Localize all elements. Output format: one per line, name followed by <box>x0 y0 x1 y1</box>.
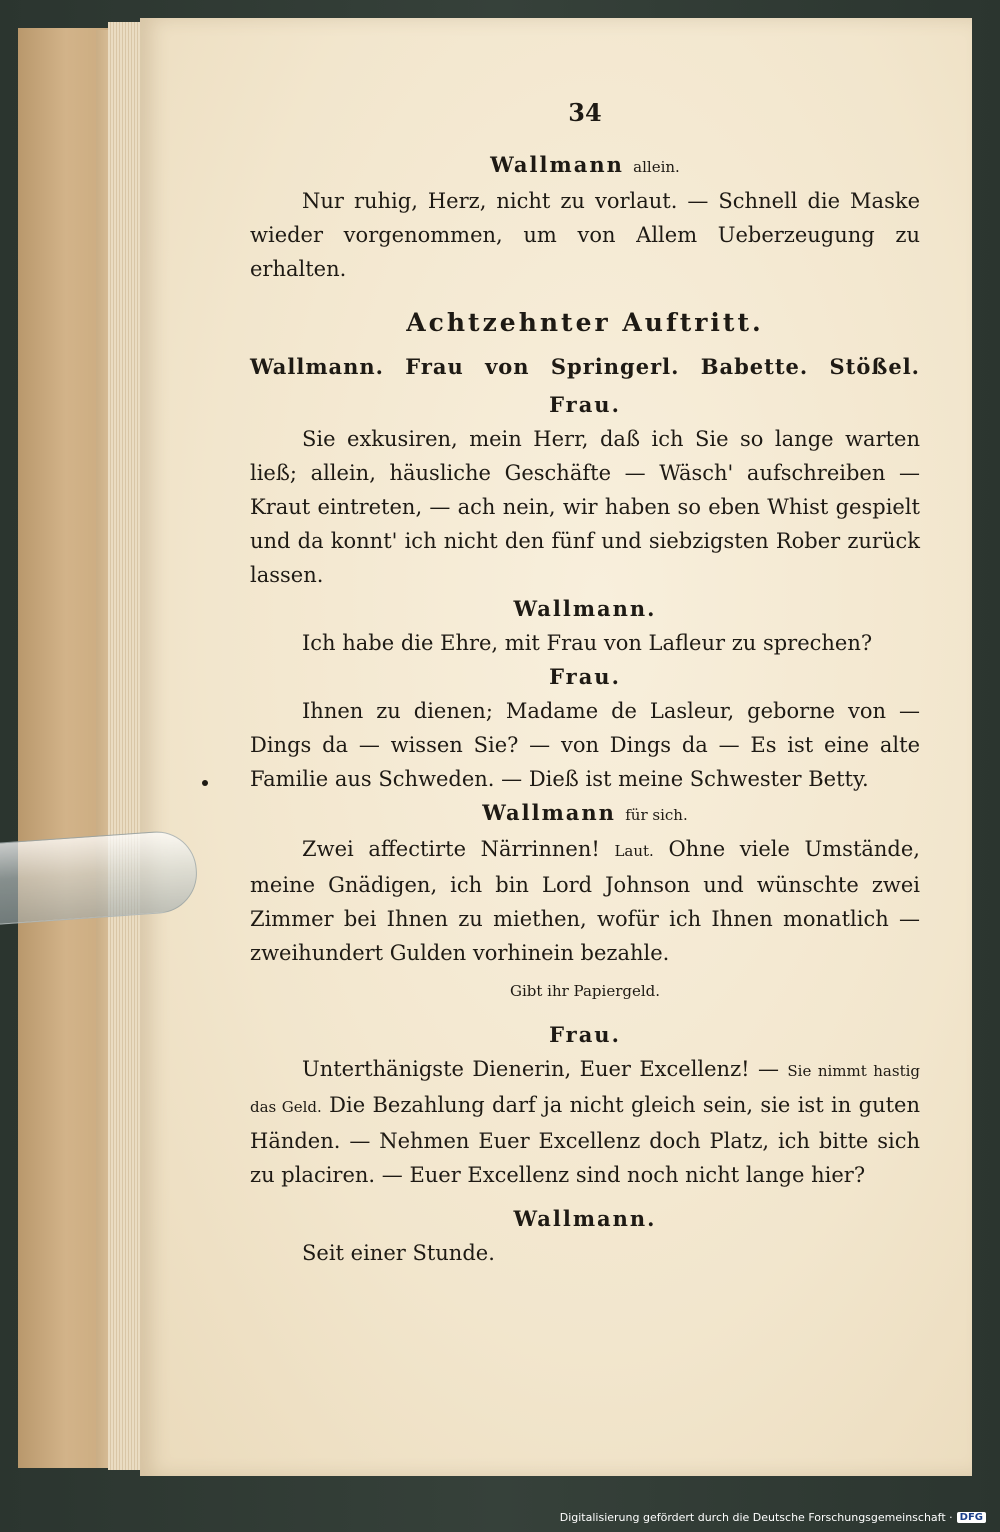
speaker-name: Wallmann. <box>513 596 657 621</box>
dialogue-paragraph: Nur ruhig, Herz, nicht zu vorlaut. — Schnell die Maske wieder vorgenommen, um von Allem Ueberzeugung zu erhalten. <box>250 189 920 281</box>
dfg-logo-icon: DFG <box>957 1512 986 1523</box>
speaker-name <box>250 148 920 184</box>
speaker-name: Frau. <box>549 1022 621 1047</box>
credit-text: Digitalisierung gefördert durch die Deutsche Forschungsgemeinschaft · <box>559 1510 953 1524</box>
digitization-credit <box>560 1508 986 1526</box>
stage-note: Laut. <box>614 842 654 860</box>
stage-direction: Gibt ihr Papiergeld. <box>509 982 661 1000</box>
dialogue-text: Ohne viele Umstände, meine Gnädigen, ich bin Lord Johnson und wünschte zwei Zimmer bei Ihnen zu miethen, wofür ich Ihnen monatlich — zweihundert Gulden vorhinein bezahle. <box>250 837 920 965</box>
cast-list: Wallmann. Frau von Springerl. Babette. Stößel. <box>250 354 920 379</box>
page-text <box>250 96 920 1270</box>
dialogue-paragraph: Seit einer Stunde. <box>302 1241 495 1265</box>
dialogue-paragraph: Ihnen zu dienen; Madame de Lasleur, geborne von — Dings da — wissen Sie? — von Dings da — Es ist eine alte Familie aus Schweden. — Dieß ist meine Schwester Betty. <box>250 699 920 791</box>
speaker-name: Frau. <box>549 664 621 689</box>
dialogue-paragraph: Sie exkusiren, mein Herr, daß ich Sie so lange warten ließ; allein, häusliche Geschäfte — Wäsch' aufschreiben — Kraut eintreten, — ach nein, wir haben so eben Whist gespielt und da konnt' ich nicht den fünf und siebzigsten Rober zurück lassen. <box>250 427 920 587</box>
stage-note: Sie nimmt hastig das Geld. <box>250 1062 920 1116</box>
stage-note: für sich. <box>625 806 688 824</box>
margin-dot <box>202 780 208 786</box>
page-holder-clip <box>0 829 200 925</box>
dialogue-text: Die Bezahlung darf ja nicht gleich sein, sie ist in guten Händen. — Nehmen Euer Excellenz doch Platz, ich bitte sich zu placiren. — Euer Excellenz sind noch nicht lange hier? <box>250 1093 920 1187</box>
book-page <box>140 18 972 1476</box>
page-number: 34 <box>568 98 602 127</box>
dialogue-paragraph <box>250 832 920 970</box>
spacer <box>250 1192 920 1202</box>
speaker-label: Wallmann <box>482 800 616 825</box>
dialogue-paragraph <box>250 1052 920 1192</box>
speaker-label: Wallmann <box>490 152 624 177</box>
speaker-name: Wallmann. <box>513 1206 657 1231</box>
dialogue-text: Zwei affectirte Närrinnen! <box>302 837 600 861</box>
scene-heading: Achtzehnter Auftritt. <box>406 308 764 337</box>
dialogue-paragraph: Ich habe die Ehre, mit Frau von Lafleur zu sprechen? <box>302 631 873 655</box>
stage-note: allein. <box>633 158 680 176</box>
speaker-name <box>250 796 920 832</box>
speaker-name: Frau. <box>549 392 621 417</box>
dialogue-text: Unterthänigste Dienerin, Euer Excellenz! — <box>302 1057 779 1081</box>
